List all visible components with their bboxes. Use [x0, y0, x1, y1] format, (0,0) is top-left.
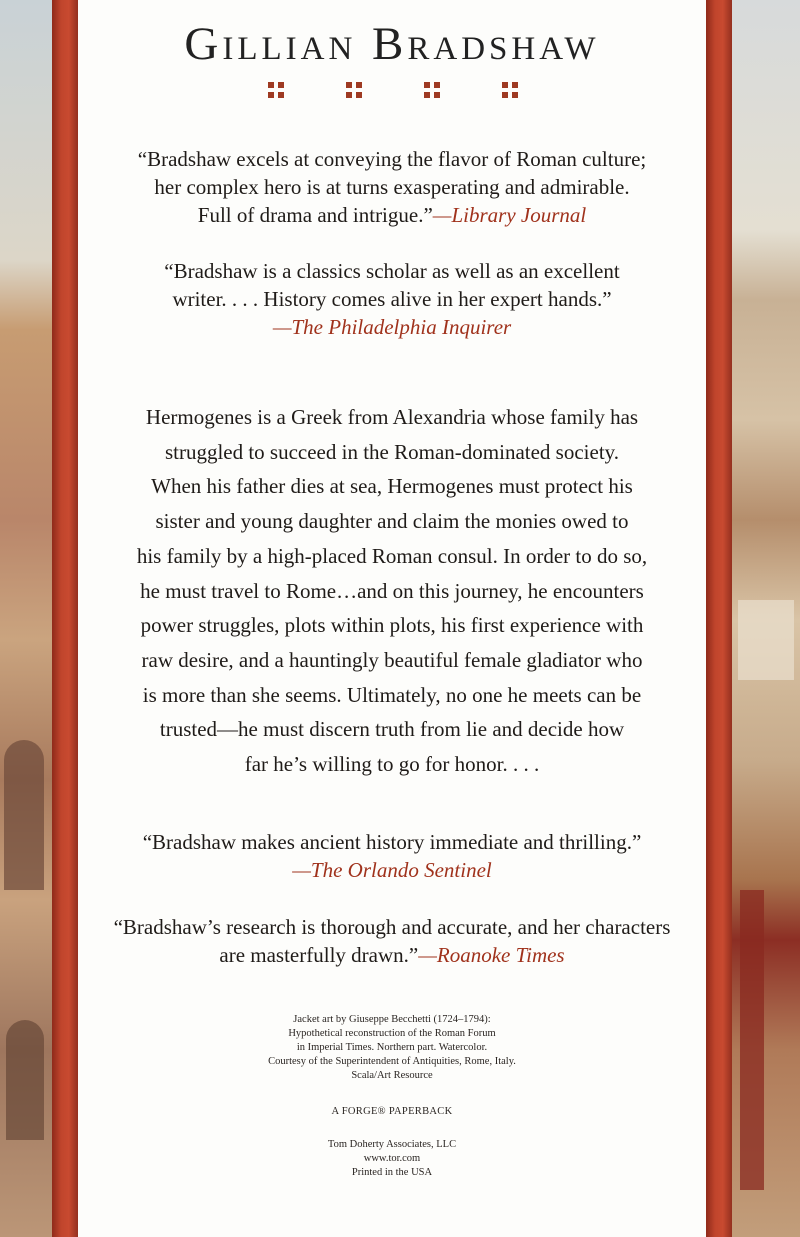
description-line: his family by a high-placed Roman consul. In order to do so,: [136, 543, 648, 568]
quote-line: “Bradshaw is a classics scholar as well as an excellent: [164, 259, 620, 283]
ornament-icon: [502, 82, 518, 98]
quote-line: Full of drama and intrigue.”: [197, 203, 433, 227]
cover-art-right: [732, 0, 800, 1237]
description-line: Hermogenes is a Greek from Alexandria whose family has: [145, 405, 639, 429]
credit-line: in Imperial Times. Northern part. Watercolor.: [296, 1042, 488, 1053]
credit-line: Scala/Art Resource: [351, 1070, 433, 1081]
description-line: far he’s willing to go for honor. . . .: [244, 752, 540, 777]
quote-line: writer. . . . History comes alive in her expert hands.”: [172, 287, 612, 311]
quote-orlando-sentinel: [78, 828, 706, 884]
quote-source: —Roanoke Times: [418, 943, 565, 967]
quote-line: “Bradshaw’s research is thorough and accurate, and her characters: [113, 915, 671, 939]
quote-source: —The Orlando Sentinel: [292, 858, 492, 882]
description-line: he must travel to Rome…and on this journey, he encounters: [140, 578, 644, 603]
description-line: is more than she seems. Ultimately, no one he meets can be: [142, 682, 642, 707]
cover-art-left: [0, 0, 52, 1237]
description-line: sister and young daughter and claim the monies owed to: [155, 509, 629, 534]
jacket-art-credits: [78, 1013, 706, 1083]
quote-line: her complex hero is at turns exasperating and admirable.: [154, 175, 630, 199]
description-line: power struggles, plots within plots, his first experience with: [140, 613, 644, 638]
back-cover-panel: [78, 0, 706, 1237]
publisher-info: [78, 1138, 706, 1180]
description-line: When his father dies at sea, Hermogenes must protect his: [151, 474, 633, 499]
quote-roanoke-times: [78, 913, 706, 969]
red-border-left: [52, 0, 78, 1237]
quote-source: —The Philadelphia Inquirer: [272, 315, 512, 339]
quote-line: are masterfully drawn.”: [219, 943, 419, 967]
ornament-icon: [268, 82, 284, 98]
publisher-line: Tom Doherty Associates, LLC: [327, 1139, 457, 1150]
quote-library-journal: [78, 145, 706, 229]
description-line: struggled to succeed in the Roman-dominated society.: [164, 439, 620, 464]
imprint-label: A FORGE® PAPERBACK: [331, 1106, 453, 1117]
quote-philadelphia-inquirer: [78, 257, 706, 341]
quote-source: —Library Journal: [432, 203, 587, 227]
credit-line: Hypothetical reconstruction of the Roman Forum: [288, 1028, 496, 1039]
publisher-url: www.tor.com: [363, 1153, 421, 1164]
quote-line: “Bradshaw excels at conveying the flavor of Roman culture;: [137, 147, 647, 171]
red-border-right: [706, 0, 732, 1237]
author-name: Gillian Bradshaw: [184, 18, 600, 70]
ornament-row: [268, 82, 518, 100]
book-description: [78, 400, 706, 782]
description-line: raw desire, and a hauntingly beautiful female gladiator who: [141, 647, 643, 672]
quote-line: “Bradshaw makes ancient history immediate and thrilling.”: [142, 830, 642, 854]
ornament-icon: [424, 82, 440, 98]
credit-line: Jacket art by Giuseppe Becchetti (1724–1794):: [293, 1014, 491, 1025]
publisher-line: Printed in the USA: [351, 1167, 433, 1178]
description-line: trusted—he must discern truth from lie and decide how: [159, 717, 625, 742]
credit-line: Courtesy of the Superintendent of Antiquities, Rome, Italy.: [268, 1056, 516, 1067]
ornament-icon: [346, 82, 362, 98]
